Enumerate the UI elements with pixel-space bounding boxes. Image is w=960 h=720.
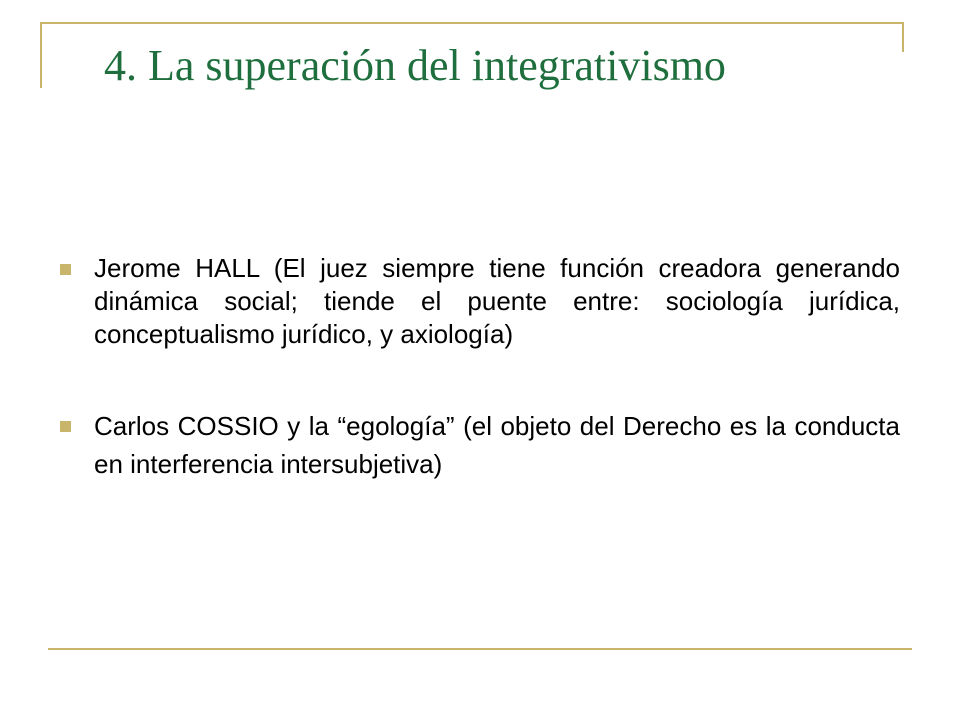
frame-right-rule	[902, 22, 904, 52]
bullet-text: Carlos COSSIO y la “egología” (el objeto del Derecho es la conducta en interferencia intersubjetiva)	[94, 411, 900, 479]
bullet-list	[60, 252, 900, 483]
square-bullet-icon	[60, 421, 71, 432]
bullet-item	[60, 252, 900, 351]
frame-bottom-rule	[48, 648, 912, 650]
frame-top-rule	[40, 22, 904, 24]
square-bullet-icon	[60, 264, 71, 275]
frame-left-rule	[40, 22, 42, 88]
bullet-text: Jerome HALL (El juez siempre tiene función creadora generando dinámica social; tiende el puente entre: sociología jurídica, conceptualismo jurídico, y axiología)	[94, 253, 900, 349]
slide-title: 4. La superación del integrativismo	[104, 41, 726, 90]
bullet-item	[60, 407, 900, 483]
